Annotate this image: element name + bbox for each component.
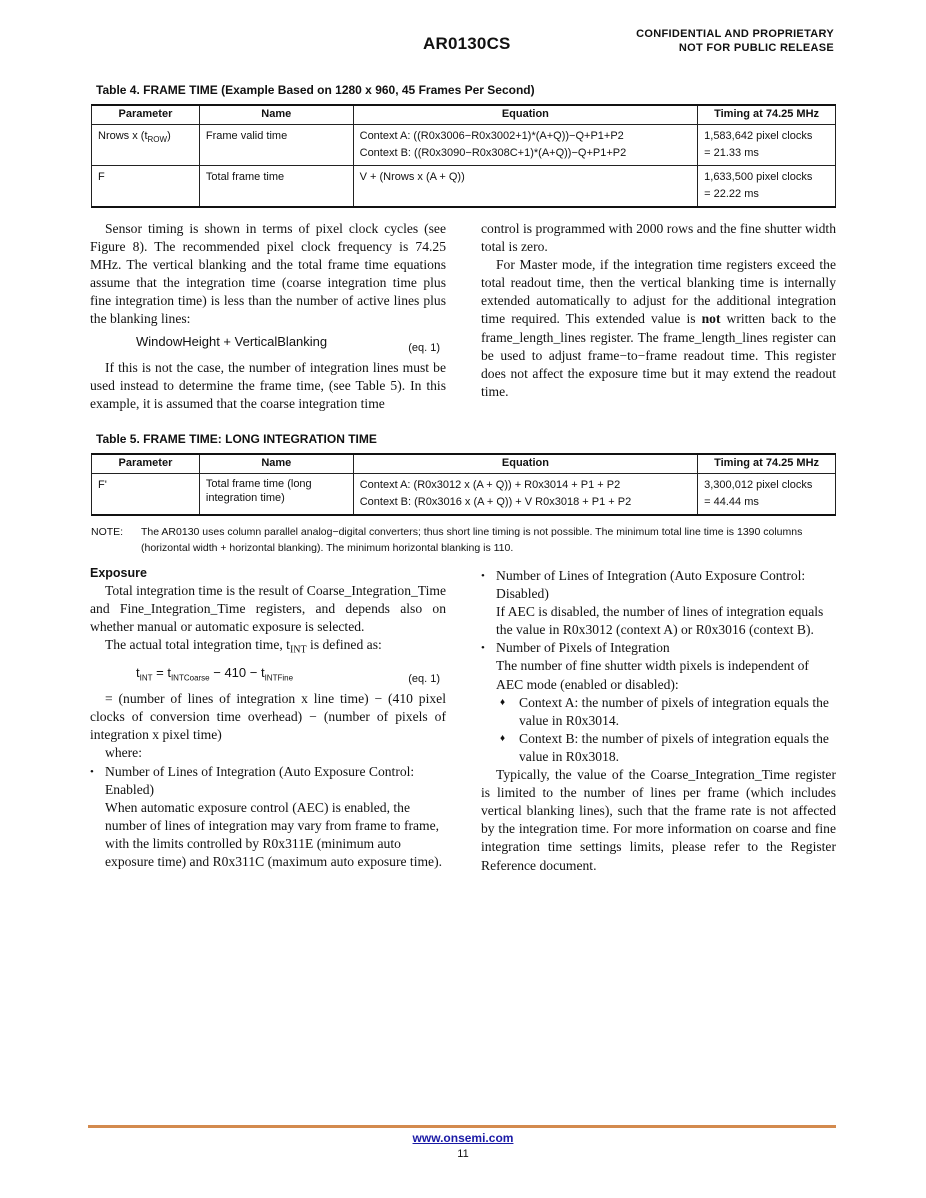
bullet-icon: • (90, 765, 94, 778)
left-column-intro (90, 220, 446, 413)
column-header-name: Name (199, 454, 353, 474)
cell-timing: 3,300,012 pixel clocks = 44.44 ms (698, 474, 836, 516)
bullet-icon: • (481, 642, 485, 655)
cell-name: Total frame time (long integration time) (199, 474, 353, 516)
note-text: The AR0130 uses column parallel analog−digital converters; thus short line timing is not possible. The minimum total line time is 1390 columns (horizontal width + horizontal blanking). The minimum horizontal blanking is 110. (141, 526, 803, 554)
bullet-title: Number of Lines of Integration (Auto Exposure Control: Disabled) (496, 568, 806, 602)
table-row (92, 474, 836, 516)
footer-divider (88, 1125, 836, 1128)
page-number: 11 (457, 1148, 469, 1160)
cell-parameter: F (92, 166, 200, 208)
paragraph: control is programmed with 2000 rows and the fine shutter width total is zero. (481, 221, 836, 255)
column-header-timing: Timing at 74.25 MHz (698, 105, 836, 125)
bullet-icon: • (481, 570, 485, 582)
cell-equation: Context A: (R0x3012 x (A + Q)) + R0x3014 + P1 + P2 Context B: (R0x3016 x (A + Q)) + V R0x3018 + P1 + P2 (353, 474, 697, 516)
bullet-title: Number of Pixels of Integration (496, 640, 670, 656)
confidentiality-line-1: CONFIDENTIAL AND PROPRIETARY (636, 28, 834, 40)
bullet-body: If AEC is disabled, the number of lines of integration equals the value in R0x3012 (context A) or R0x3016 (context B). (496, 604, 824, 638)
equation-number: (eq. 1) (408, 673, 440, 686)
table-header-row (92, 105, 836, 125)
document-title: AR0130CS (423, 34, 511, 53)
column-header-equation: Equation (353, 105, 698, 125)
paragraph: For Master mode, if the integration time registers exceed the total readout time, then the vertical blanking time is internally extended automatically to adjust for the additional integration time required. This extended value is not written back to the frame_length_lines register. The frame_length_lines register can be used to adjust frame−to−frame readout time. This register does not affect the exposure time but it may extend the readout time. (481, 257, 836, 399)
table-4-caption: Table 4. FRAME TIME (Example Based on 1280 x 960, 45 Frames Per Second) (96, 83, 535, 97)
exposure-section-left (90, 564, 446, 871)
bullet-item (90, 763, 446, 872)
confidentiality-notice (636, 27, 834, 55)
table-header-row (92, 454, 836, 474)
bullet-body: When automatic exposure control (AEC) is enabled, the number of lines of integration may vary from frame to frame, with the limits controlled by R0x311E (minimum auto exposure time) and R0x311C (maximum auto exposure time). (105, 799, 443, 870)
paragraph: The actual total integration time, $t_{INT}$ is defined as: (105, 637, 382, 657)
column-header-timing: Timing at 74.25 MHz (698, 454, 836, 474)
paragraph: = (number of lines of integration x line time) − (410 pixel clocks of conversion time overhead) − (number of pixels of integration x pixel time) (90, 691, 446, 743)
cell-equation: V + (Nrows x (A + Q)) (353, 166, 698, 208)
equation-1 (90, 329, 446, 355)
sub-bullet-item: ♦ Context B: the number of pixels of integration equals the value in R0x3018. (500, 730, 829, 764)
where-label: where: (105, 745, 142, 761)
paragraph: Total integration time is the result of Coarse_Integration_Time and Fine_Integration_Time registers, and depends also on whether manual or automatic exposure is selected. (90, 583, 446, 635)
equation-tint (90, 660, 446, 686)
column-header-parameter: Parameter (92, 105, 200, 125)
exposure-section-right (481, 567, 836, 875)
equation-number: (eq. 1) (408, 341, 440, 354)
cell-equation: Context A: ((R0x3006−R0x3002+1)*(A+Q))−Q+P1+P2 Context B: ((R0x3090−R0x308C+1)*(A+Q))−Q+P1+P2 (353, 125, 698, 166)
paragraph: Typically, the value of the Coarse_Integration_Time register is limited to the number of lines per frame (which includes vertical blanking lines), such that the frame rate is not affected by the integration time. For more information on coarse and fine integration time settings limits, please refer to the Register Reference document. (481, 767, 836, 873)
bullet-item (481, 567, 836, 639)
bullet-body: The number of fine shutter width pixels is independent of AEC mode (enabled or disabled): (496, 658, 809, 692)
cell-name: Total frame time (199, 166, 353, 208)
bullet-title: Number of Lines of Integration (Auto Exposure Control: Enabled) (105, 763, 415, 797)
column-header-name: Name (199, 105, 353, 125)
paragraph: If this is not the case, the number of integration lines must be used instead to determine the frame time, (see Table 5). In this example, it is assumed that the coarse integration time (90, 359, 446, 411)
cell-name: Frame valid time (199, 125, 353, 166)
diamond-bullet-icon: ♦ (500, 732, 506, 744)
column-header-equation: Equation (353, 454, 697, 474)
diamond-bullet-icon: ♦ (500, 696, 506, 708)
cell-parameter: Nrows x $(t_{ROW})$ (92, 125, 200, 166)
section-heading-exposure: Exposure (90, 566, 147, 580)
confidentiality-line-2: NOT FOR PUBLIC RELEASE (678, 42, 834, 54)
cell-parameter: F' (92, 474, 200, 516)
table-row (92, 125, 836, 166)
paragraph: Sensor timing is shown in terms of pixel clock cycles (see Figure 8). The recommended pixel clock frequency is 74.25 MHz. The vertical blanking and the total frame time equations assume that the integration time (coarse integration time plus fine integration time) is less than the number of active lines plus the blanking lines: (90, 221, 446, 327)
table-row (92, 166, 836, 208)
table-5-caption: Table 5. FRAME TIME: LONG INTEGRATION TIME (96, 432, 377, 446)
column-header-parameter: Parameter (92, 454, 200, 474)
equation-expression: $t_{INT} = t_{INTCoarse} - 410 - t_{INTFine}$ (136, 665, 294, 683)
cell-timing: 1,633,500 pixel clocks = 22.22 ms (698, 166, 836, 208)
table-4 (91, 104, 836, 208)
sub-bullet-item: ♦ Context A: the number of pixels of integration equals the value in R0x3014. (500, 694, 829, 728)
cell-timing: 1,583,642 pixel clocks = 21.33 ms (698, 125, 836, 166)
right-column-intro (481, 220, 836, 401)
note-label: NOTE: (91, 526, 124, 538)
website-link[interactable]: www.onsemi.com (412, 1131, 514, 1145)
table-note (91, 524, 831, 556)
table-5 (91, 453, 836, 516)
equation-expression: WindowHeight + VerticalBlanking (136, 333, 328, 349)
bullet-item (481, 639, 836, 766)
